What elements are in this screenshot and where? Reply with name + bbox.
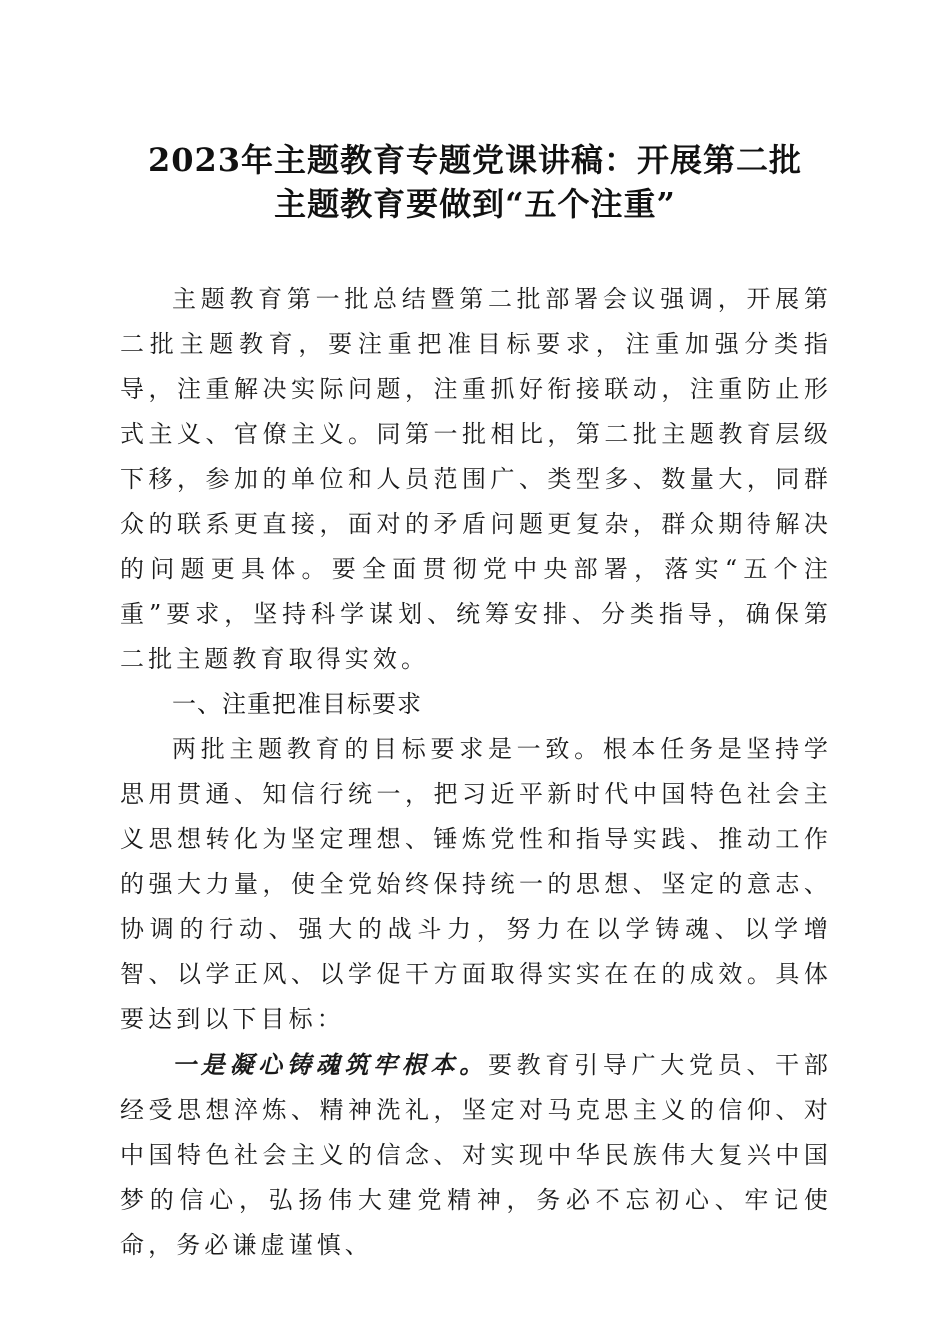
document-title: [100, 138, 850, 226]
point-1-paragraph: [120, 1042, 832, 1268]
point-1-lead: 一是凝心铸魂筑牢根本。: [172, 1050, 488, 1079]
section-1-heading: 一、注重把准目标要求: [172, 690, 422, 718]
title-line-2: 主题教育要做到“五个注重”: [274, 185, 676, 223]
point-1-text: 要教育引导广大党员、干部经受思想淬炼、精神洗礼，坚定对马克思主义的信仰、对中国特色社会主义的信念、对实现中华民族伟大复兴中国梦的信心，弘扬伟大建党精神，务必不忘初心、牢记使命，务必谦虚谨慎、: [120, 1051, 832, 1259]
section-1-paragraph: 两批主题教育的目标要求是一致。根本任务是坚持学思用贯通、知信行统一，把习近平新时代中国特色社会主义思想转化为坚定理想、锤炼党性和指导实践、推动工作的强大力量，使全党始终保持统一的思想、坚定的意志、协调的行动、强大的战斗力，努力在以学铸魂、以学增智、以学正风、以学促干方面取得实实在在的成效。具体要达到以下目标：: [120, 735, 832, 1033]
intro-paragraph: 主题教育第一批总结暨第二批部署会议强调，开展第二批主题教育，要注重把准目标要求，注重加强分类指导，注重解决实际问题，注重抓好衔接联动，注重防止形式主义、官僚主义。同第一批相比，第二批主题教育层级下移，参加的单位和人员范围广、类型多、数量大，同群众的联系更直接，面对的矛盾问题更复杂，群众期待解决的问题更具体。要全面贯彻党中央部署，落实“五个注重”要求，坚持科学谋划、统筹安排、分类指导，确保第二批主题教育取得实效。: [120, 285, 832, 673]
document-body: [120, 277, 832, 1268]
title-line-1: 2023年主题教育专题党课讲稿：开展第二批: [147, 141, 803, 179]
